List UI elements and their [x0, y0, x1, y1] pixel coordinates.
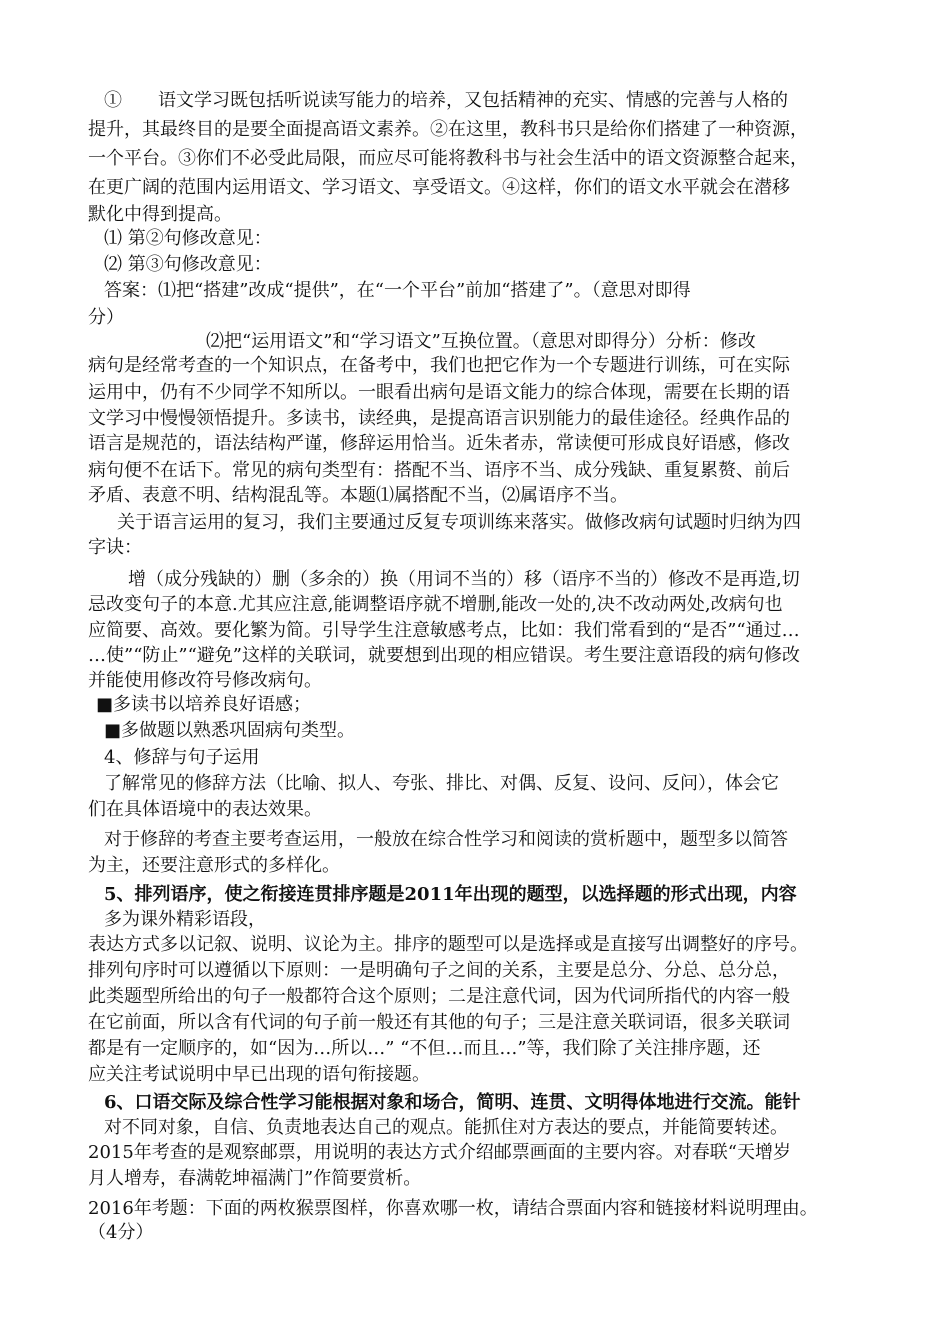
text-line: 在它前面，所以含有代词的句子前一般还有其他的句子；三是注意关联词语，很多关联词 — [88, 1012, 790, 1033]
text-line: 默化中得到提高。 — [88, 204, 232, 225]
text-line: 了解常见的修辞方法（比喻、拟人、夸张、排比、对偶、反复、设问、反问），体会它 — [104, 773, 779, 794]
text-line: 并能使用修改符号修改病句。 — [88, 670, 322, 691]
text-line: 表达方式多以记叙、说明、议论为主。排序的题型可以是选择或是直接写出调整好的序号。 — [88, 934, 808, 955]
bullet-item: ■多做题以熟悉巩固病句类型。 — [104, 720, 356, 741]
text-line: 提升，其最终目的是要全面提高语文素养。②在这里，教科书只是给你们搭建了一种资源， — [88, 119, 808, 140]
text-line: 应简要、高效。要化繁为简。引导学生注意敏感考点，比如：我们常看到的“是否”“通过… — [88, 620, 800, 641]
text-line: 分） — [88, 307, 124, 328]
text-line: 文学习中慢慢领悟提升。多读书，读经典，是提高语言识别能力的最佳途径。经典作品的 — [88, 408, 790, 429]
text-line: 对于修辞的考查主要考查运用，一般放在综合性学习和阅读的赏析题中，题型多以简答 — [104, 829, 788, 850]
text-line: 此类题型所给出的句子一般都符合这个原则；二是注意代词，因为代词所指代的内容一般 — [88, 986, 790, 1007]
text-line: 语言是规范的，语法结构严谨，修辞运用恰当。近朱者赤，常读便可形成良好语感，修改 — [88, 433, 790, 454]
text-line: 应关注考试说明中早已出现的语句衔接题。 — [88, 1064, 430, 1085]
text-line: 病句便不在话下。常见的病句类型有：搭配不当、语序不当、成分残缺、重复累赘、前后 — [88, 460, 790, 481]
text-line: 对不同对象，自信、负责地表达自己的观点。能抓住对方表达的要点，并能简要转述。 — [104, 1117, 788, 1138]
text-line: 排列句序时可以遵循以下原则：一是明确句子之间的关系，主要是总分、分总、总分总， — [88, 960, 790, 981]
text-line: （4分） — [88, 1222, 154, 1243]
text-line: 2015年考查的是观察邮票，用说明的表达方式介绍邮票画面的主要内容。对春联“天增岁 — [88, 1142, 792, 1163]
text-line: 关于语言运用的复习，我们主要通过反复专项训练来落实。做修改病句试题时归纳为四 — [117, 512, 801, 533]
text-line: 增（成分残缺的）删（多余的）换（用词不当的）移（语序不当的）修改不是再造,切 — [128, 569, 800, 590]
text-line: 一个平台。③你们不必受此局限，而应尽可能将教科书与社会生活中的语文资源整合起来， — [88, 148, 808, 169]
text-line: 2016年考题：下面的两枚猴票图样，你喜欢哪一枚，请结合票面内容和链接材料说明理由。 — [88, 1198, 818, 1219]
text-line: 多为课外精彩语段， — [104, 909, 266, 930]
text-line: 忌改变句子的本意.尤其应注意,能调整语序就不增删,能改一处的,决不改动两处,改病句也 — [88, 594, 783, 615]
text-line: 在更广阔的范围内运用语文、学习语文、享受语文。④这样，你们的语文水平就会在潜移 — [88, 177, 790, 198]
text-line: 为主，还要注意形式的多样化。 — [88, 855, 340, 876]
section-heading: 6、口语交际及综合性学习能根据对象和场合，简明、连贯、文明得体地进行交流。能针 — [104, 1092, 801, 1113]
answer-line: 答案：⑴把“搭建”改成“提供”，在“一个平台”前加“搭建了”。（意思对即得 — [104, 280, 691, 301]
text-line: 月人增寿，春满乾坤福满门”作简要赏析。 — [88, 1168, 422, 1189]
text-line: ① 语文学习既包括听说读写能力的培养，又包括精神的充实、情感的完善与人格的 — [104, 90, 788, 111]
section-heading: 5、排列语序，使之衔接连贯排序题是2011年出现的题型，以选择题的形式出现，内容 — [104, 884, 797, 905]
text-line: ⑵ 第③句修改意见： — [104, 254, 272, 275]
section-heading: 4、修辞与句子运用 — [104, 747, 260, 768]
text-line: 运用中，仍有不少同学不知所以。一眼看出病句是语文能力的综合体现，需要在长期的语 — [88, 382, 790, 403]
text-line: 们在具体语境中的表达效果。 — [88, 799, 322, 820]
text-line: ⑴ 第②句修改意见： — [104, 228, 272, 249]
text-line: …使”“防止”“避免”这样的关联词，就要想到出现的相应错误。考生要注意语段的病句修改 — [88, 645, 801, 666]
text-line: 字诀： — [88, 537, 142, 558]
text-line: 病句是经常考查的一个知识点，在备考中，我们也把它作为一个专题进行训练，可在实际 — [88, 355, 790, 376]
text-line: 都是有一定顺序的，如“因为…所以…” “不但…而且…”等，我们除了关注排序题，还 — [88, 1038, 761, 1059]
text-line: 矛盾、表意不明、结构混乱等。本题⑴属搭配不当，⑵属语序不当。 — [88, 485, 628, 506]
text-line: ⑵把“运用语文”和“学习语文”互换位置。（意思对即得分）分析：修改 — [206, 331, 756, 352]
bullet-item: ■多读书以培养良好语感； — [96, 694, 312, 715]
